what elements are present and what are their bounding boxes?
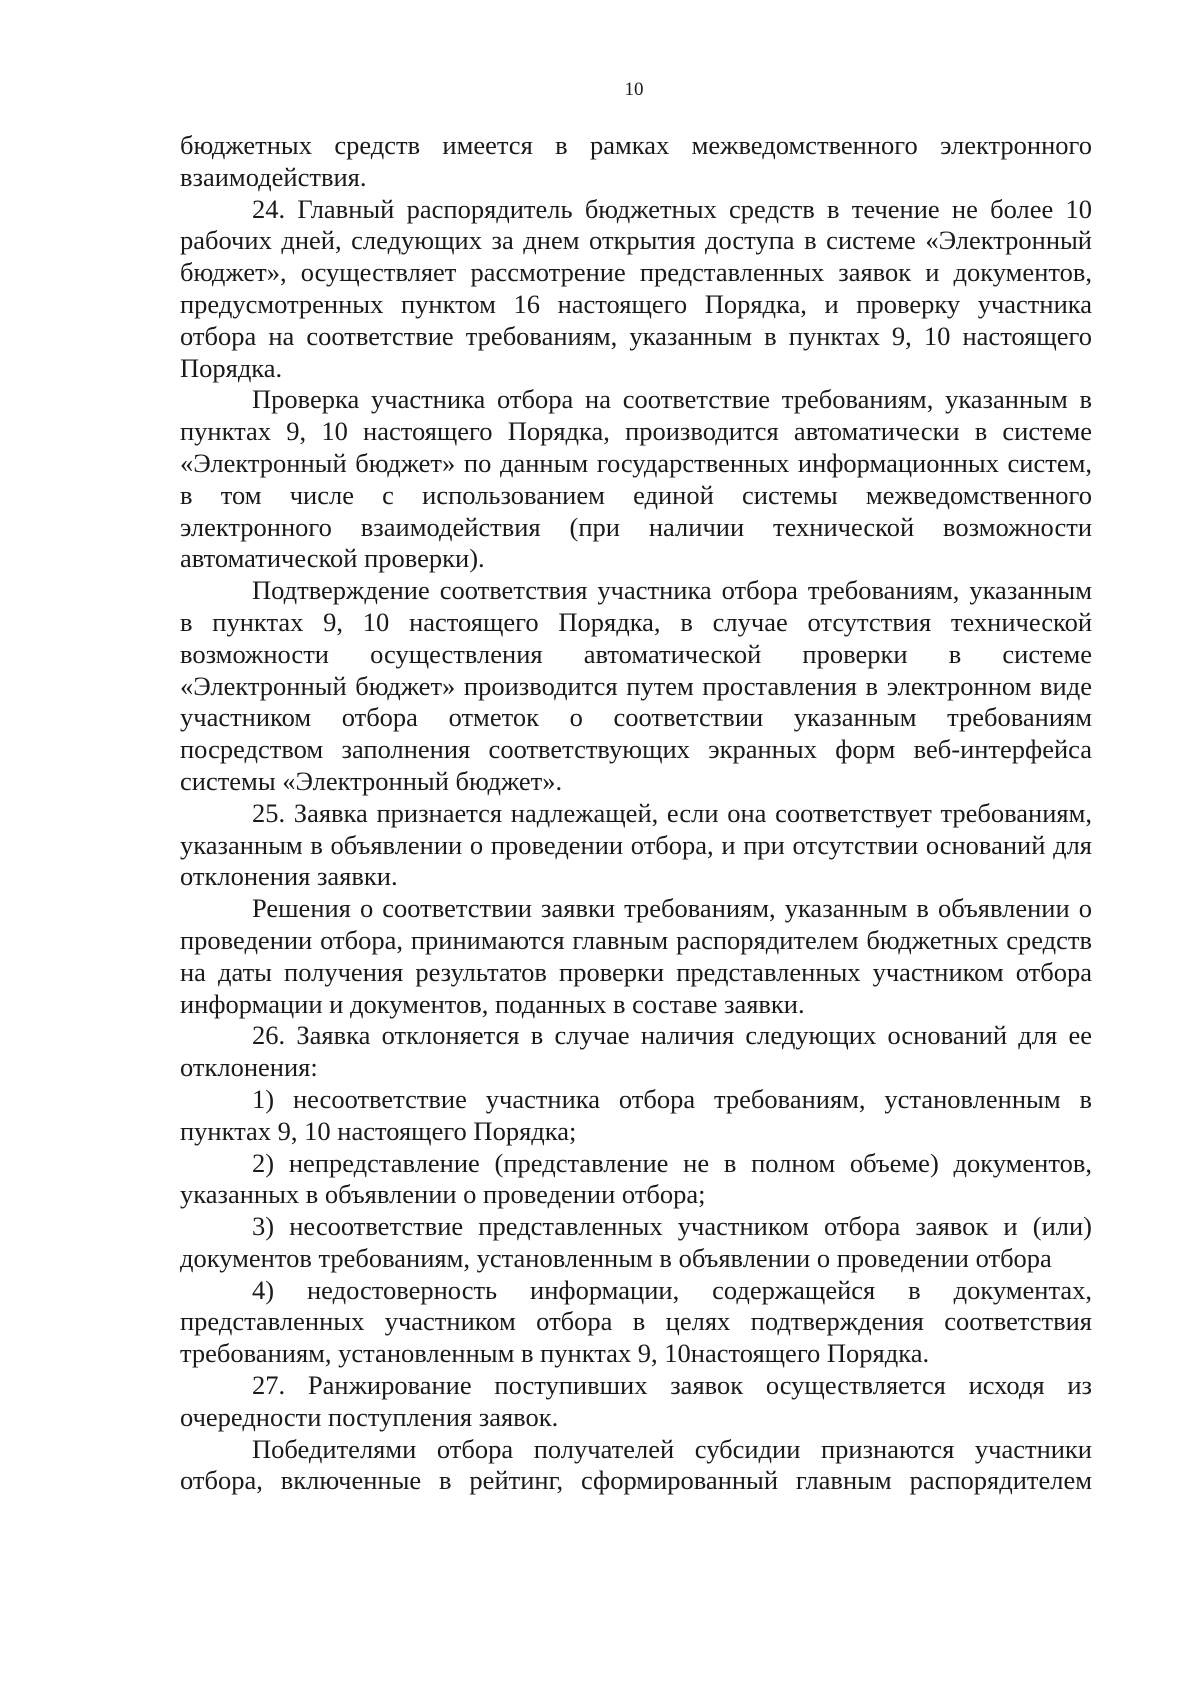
- document-body: [180, 130, 1092, 1497]
- paragraph-continuation: бюджетных средств имеется в рамках межведомственного электронного взаимодействия.: [180, 130, 1092, 192]
- list-item-2: 2) непредставление (представление не в полном объеме) документов, указанных в объявлении о проведении отбора;: [180, 1147, 1092, 1210]
- list-item-1: 1) несоответствие участника отбора требованиям, установленным в пунктах 9, 10 настоящего Порядка;: [180, 1083, 1092, 1146]
- paragraph-decisions: Решения о соответствии заявки требованиям, указанным в объявлении о проведении отбора, принимаются главным распорядителем бюджетных средств на даты получения результатов проверки представленных участником отбора информации и документов, поданных в составе заявки.: [180, 893, 1092, 1019]
- paragraph-item-27: 27. Ранжирование поступивших заявок осуществляется исходя из очередности поступления заявок.: [180, 1370, 1092, 1432]
- list-item-4: 4) недостоверность информации, содержащейся в документах, представленных участником отбора в целях подтверждения соответствия требованиям, установленным в пунктах 9, 10настоящего Порядка.: [180, 1274, 1092, 1369]
- page-number: 10: [624, 79, 644, 100]
- paragraph-winners: Победителями отбора получателей субсидии признаются участники отбора, включенные в рейтинг, сформированный главным распорядителем: [180, 1433, 1092, 1496]
- paragraph-item-26: 26. Заявка отклоняется в случае наличия следующих оснований для ее отклонения:: [180, 1020, 1092, 1083]
- paragraph-verification-automatic: Проверка участника отбора на соответствие требованиям, указанным в пунктах 9, 10 настоящего Порядка, производится автоматически в системе «Электронный бюджет» по данным государственных информационных систем, в том числе с использованием единой системы межведомственного электронного взаимодействия (при наличии технической возможности автоматической проверки).: [180, 384, 1092, 574]
- paragraph-confirmation-manual: Подтверждение соответствия участника отбора требованиям, указанным в пунктах 9, 10 настоящего Порядка, в случае отсутствия технической возможности осуществления автоматической проверки в системе «Электронный бюджет» производится путем проставления в электронном виде участником отбора отметок о соответствии указанным требованиям посредством заполнения соответствующих экранных форм веб-интерфейса системы «Электронный бюджет».: [180, 575, 1092, 796]
- list-item-3: 3) несоответствие представленных участником отбора заявок и (или) документов требованиям, установленным в объявлении о проведении отбора: [180, 1211, 1092, 1273]
- paragraph-item-24: 24. Главный распорядитель бюджетных средств в течение не более 10 рабочих дней, следующих за днем открытия доступа в системе «Электронный бюджет», осуществляет рассмотрение представленных заявок и документов, предусмотренных пунктом 16 настоящего Порядка, и проверку участника отбора на соответствие требованиям, указанным в пунктах 9, 10 настоящего Порядка.: [180, 193, 1092, 383]
- paragraph-item-25: 25. Заявка признается надлежащей, если она соответствует требованиям, указанным в объявлении о проведении отбора, и при отсутствии оснований для отклонения заявки.: [180, 797, 1092, 892]
